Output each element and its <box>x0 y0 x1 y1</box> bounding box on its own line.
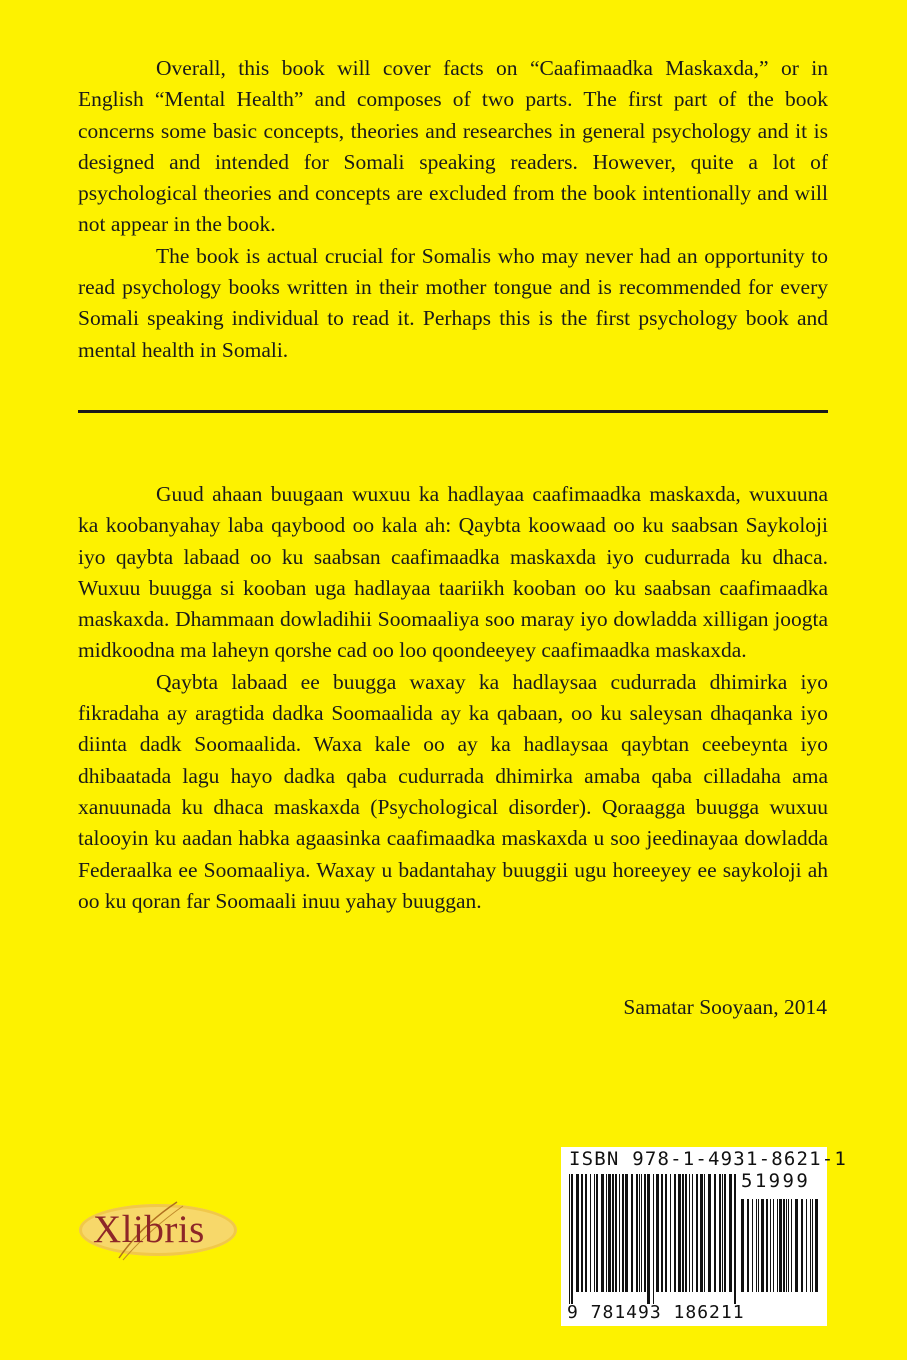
barcode-bar <box>783 1199 785 1292</box>
barcode-bar <box>636 1174 638 1292</box>
barcode-bar <box>719 1174 721 1292</box>
ean-digits: 9 781493 186211 <box>567 1302 745 1323</box>
barcode-bar <box>747 1199 749 1292</box>
barcode-bar <box>795 1199 798 1292</box>
barcode-bar <box>788 1199 789 1292</box>
barcode-bar <box>619 1174 620 1292</box>
english-paragraph-1: Overall, this book will cover facts on “Caafimaadka Maskaxda,” or in English “Mental Health” and composes of two parts. The first part of the book concerns some basic concepts, theories and researches in general psychology and it is designed and intended for Somali speaking readers. However, quite a lot of psychological theories and concepts are excluded from the book intentionally and will not appear in the book. <box>78 56 828 237</box>
barcode-bar <box>590 1174 591 1292</box>
barcode-bar <box>576 1174 579 1292</box>
barcode-bar <box>678 1174 681 1292</box>
price-code: 51999 <box>741 1170 811 1192</box>
barcode-bar <box>596 1174 598 1292</box>
xlibris-logo <box>79 1196 241 1266</box>
barcode-bar <box>594 1174 595 1292</box>
ean-bars <box>569 1174 737 1304</box>
barcode-bar <box>700 1174 703 1292</box>
barcode-bar <box>644 1174 646 1292</box>
somali-paragraph-2: Qaybta labaad ee buugga waxay ka hadlaysaa cudurrada dhimirka iyo fikradaha ay aragtida dadka Soomaalida ay ka qabaan, oo ku saleysan dhaqanka iyo diinta dadk Soomaalida. Waxa kale oo ay ka hadlaysaa qaybtan ceebeynta iyo dhibaatada lagu hayo dadka qaba cudurrada dhimirka amaba qaba cilladaha ama xanuunada ku dhaca maskaxda (Psychological disorder). Qoraagga buugga wuxuu talooyin ku aadan habka agaasinka caafimaadka maskaxda u soo jeedinayaa dowladda Federaalka ee Soomaaliya. Waxay u badantahay buuggii ugu horeeyey ee saykoloji ah oo ku qoran far Soomaali inuu yahay buuggan. <box>78 669 828 913</box>
barcode-bar <box>741 1199 744 1292</box>
barcode-bar <box>801 1199 803 1292</box>
barcode-bar <box>685 1174 687 1292</box>
barcode-bar <box>625 1174 628 1292</box>
barcode-bar <box>641 1174 642 1292</box>
barcode-bar <box>571 1174 573 1304</box>
barcode-bar <box>631 1174 633 1292</box>
barcode-bar <box>724 1174 726 1292</box>
barcode-bar <box>777 1199 778 1292</box>
barcode-bar <box>766 1199 768 1292</box>
barcode-bar <box>585 1174 587 1292</box>
barcode-bar <box>674 1174 676 1292</box>
barcode-bar <box>752 1199 753 1292</box>
barcode-bar <box>708 1174 711 1292</box>
author-signature: Samatar Sooyaan, 2014 <box>623 995 827 1019</box>
barcode-bar <box>714 1174 716 1292</box>
barcode-bar <box>692 1174 693 1292</box>
barcode-bar <box>704 1174 705 1292</box>
barcode-bar <box>758 1199 759 1292</box>
barcode-bar <box>601 1174 604 1292</box>
barcode-bar <box>612 1174 614 1292</box>
barcode-bar <box>729 1174 732 1292</box>
barcode-bar <box>606 1174 607 1292</box>
barcode-bar <box>696 1174 698 1292</box>
barcode-bar <box>622 1174 624 1292</box>
barcode-bar <box>779 1199 782 1292</box>
barcode-bar <box>647 1174 650 1304</box>
barcode-bar <box>791 1199 792 1292</box>
barcode-bar <box>806 1199 807 1292</box>
isbn-label: ISBN 978-1-4931-8621-1 <box>569 1148 848 1170</box>
barcode-bar <box>761 1199 764 1292</box>
barcode-bar <box>569 1174 570 1304</box>
barcode-bar <box>756 1199 757 1292</box>
barcode-bar <box>608 1174 611 1292</box>
barcode-bar <box>786 1199 787 1292</box>
isbn-barcode <box>561 1147 848 1326</box>
english-paragraph-2: The book is actual crucial for Somalis who may never had an opportunity to read psychology books written in their mother tongue and is recommended for every Somali speaking individual to read it. Perhaps this is the first psychology book and mental health in Somali. <box>78 243 828 362</box>
addon-bars <box>741 1199 819 1304</box>
english-blurb <box>78 53 828 366</box>
barcode-bar <box>670 1174 671 1292</box>
barcode-bar <box>773 1199 774 1292</box>
section-divider <box>78 410 828 413</box>
barcode-bar <box>615 1174 617 1292</box>
barcode-bar <box>689 1174 690 1292</box>
barcode-bar <box>656 1174 659 1292</box>
barcode-bar <box>581 1174 583 1292</box>
barcode-bar <box>722 1174 723 1292</box>
barcode-bar <box>639 1174 640 1292</box>
barcode-bar <box>734 1174 736 1304</box>
somali-paragraph-1: Guud ahaan buugaan wuxuu ka hadlayaa caafimaadka maskaxda, wuxuuna ka koobanyahay laba qaybood oo kala ah: Qaybta koowaad oo ku saabsan Saykoloji iyo qaybta labaad oo ku saabsan caafimaadka maskaxda iyo cudurrada ku dhaca. Wuxuu buugga si kooban uga hadlayaa taariikh kooban oo ku saabsan caafimaadka maskaxda. Dhammaan dowladihii Soomaaliya soo maray iyo dowladda xilligan joogta midkoodna ma laheyn qorshe cad oo loo qoondeeyey caafimaadka maskaxda. <box>78 482 828 663</box>
barcode-bar <box>661 1174 663 1292</box>
barcode-bar <box>812 1199 813 1292</box>
barcode-bar <box>665 1174 667 1292</box>
barcode-bar <box>653 1174 654 1304</box>
barcode-bar <box>815 1199 818 1292</box>
somali-blurb <box>78 479 828 917</box>
barcode-bar <box>682 1174 684 1292</box>
barcode-bar <box>810 1199 811 1292</box>
barcode-bar <box>770 1199 771 1292</box>
logo-wordmark: Xlibris <box>93 1208 205 1251</box>
